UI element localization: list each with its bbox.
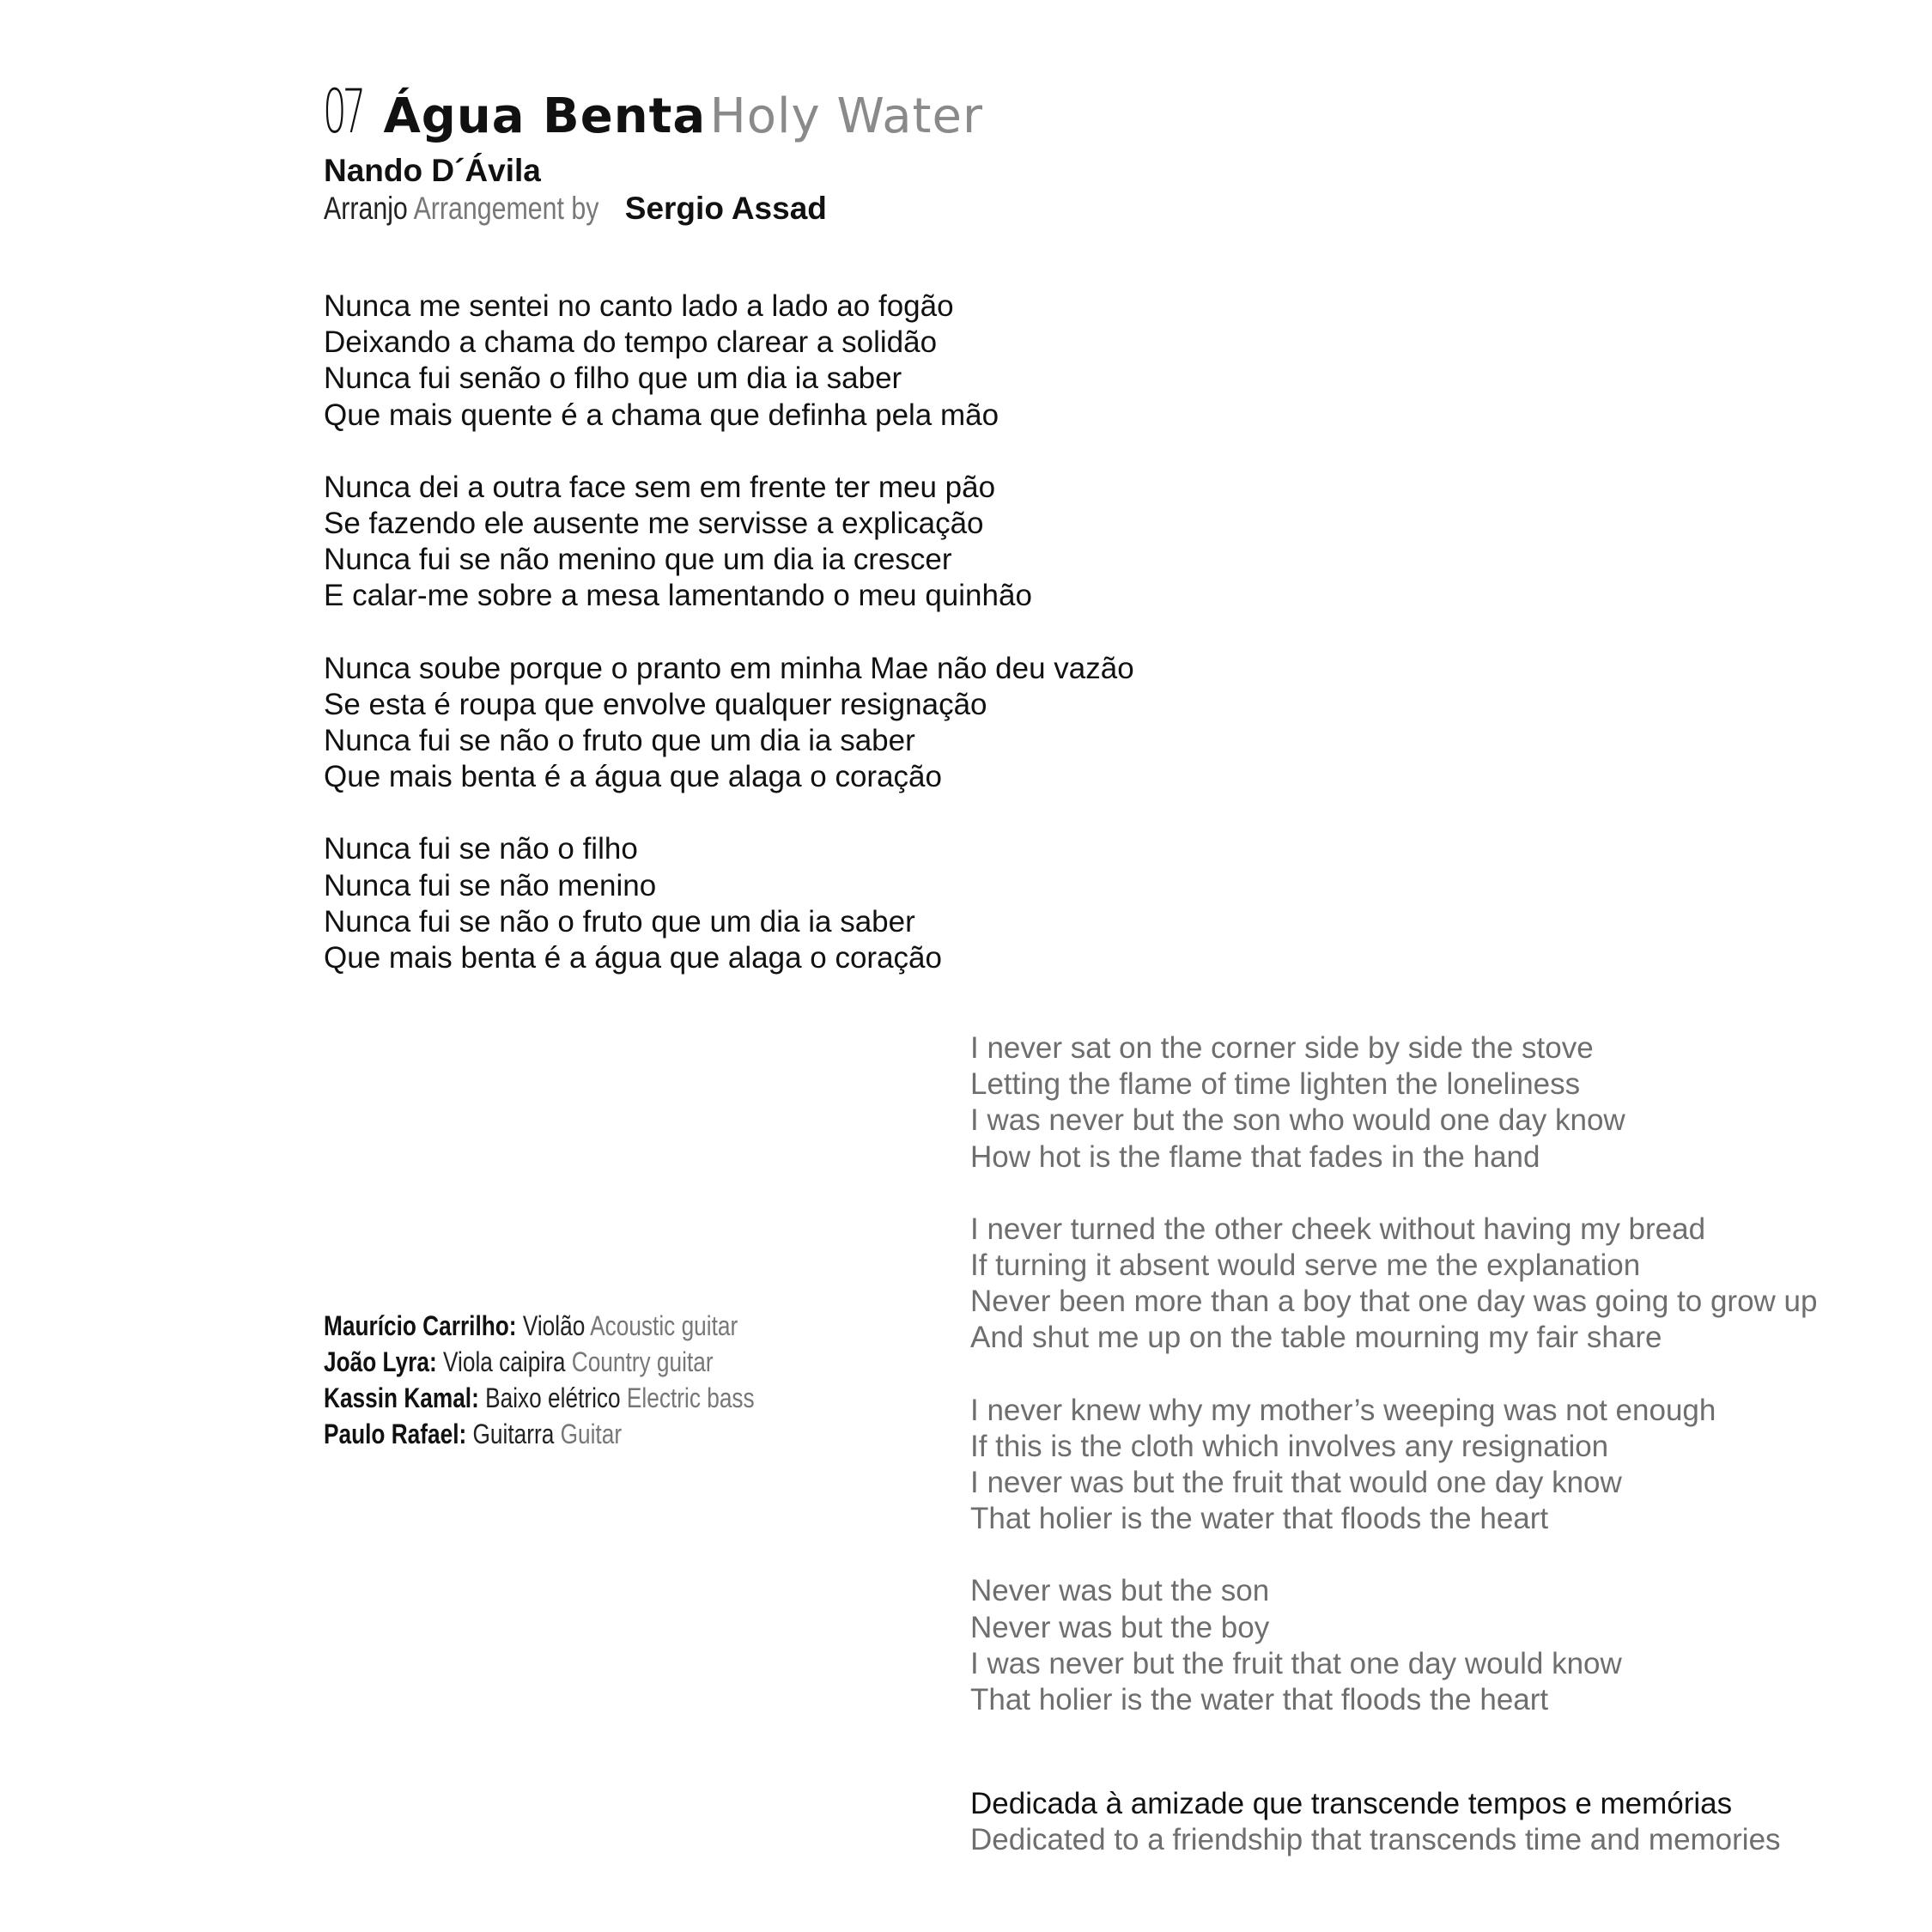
lyric-line: Never was but the son: [970, 1574, 1270, 1608]
lyric-line: I never was but the fruit that would one day know: [970, 1466, 1622, 1500]
lyrics-stanza: [324, 831, 1134, 976]
credit-text: [324, 1416, 622, 1452]
lyric-line: Letting the flame of time lighten the loneliness: [970, 1067, 1581, 1102]
lyric-line: Nunca fui se não o filho: [324, 832, 638, 866]
credit-text: [324, 1308, 738, 1344]
lyric-line: I never knew why my mother’s weeping was not enough: [970, 1393, 1716, 1427]
musician-credits: [324, 1308, 849, 1452]
arrangement-credit: [324, 191, 827, 227]
title-row: [323, 76, 983, 147]
lyrics-stanza: [970, 1573, 1817, 1718]
lyric-line: Nunca fui se não o fruto que um dia ia saber: [324, 724, 915, 758]
lyric-line: Never was but the boy: [970, 1610, 1270, 1644]
composer: Nando D´Ávila: [324, 153, 541, 188]
credit-name: Maurício Carrilho:: [324, 1310, 517, 1341]
lyric-line: Nunca soube porque o pranto em minha Mae não deu vazão: [324, 651, 1134, 685]
credit-role-en: Acoustic guitar: [590, 1310, 738, 1341]
arrangement-label-en: Arrangement by: [413, 191, 599, 226]
lyric-line: How hot is the flame that fades in the hand: [970, 1139, 1540, 1174]
lyric-line: If turning it absent would serve me the explanation: [970, 1249, 1641, 1283]
credit-text: [324, 1380, 755, 1416]
arrangement-label-pt: Arranjo: [324, 191, 408, 226]
lyric-line: Never been more than a boy that one day was going to grow up: [970, 1285, 1818, 1319]
lyrics-stanza: [324, 289, 1134, 434]
dedication-pt: Dedicada à amizade que transcende tempos e memórias: [970, 1787, 1733, 1820]
track-number: 07: [323, 76, 362, 147]
credit-role-en: Country guitar: [571, 1346, 714, 1377]
credit-role-pt: Baixo elétrico: [485, 1382, 621, 1413]
lyric-line: Se esta é roupa que envolve qualquer resignação: [324, 687, 987, 721]
lyric-line: Nunca me sentei no canto lado a lado ao fogão: [324, 289, 954, 323]
lyrics-stanza: [970, 1212, 1817, 1357]
song-title-en: Holy Water: [709, 88, 983, 144]
credit-text: [324, 1344, 714, 1380]
lyric-line: Que mais benta é a água que alaga o coração: [324, 760, 942, 794]
lyrics-portuguese: [324, 289, 1134, 1012]
lyric-line: Que mais quente é a chama que definha pela mão: [324, 398, 999, 432]
lyrics-english: [970, 1030, 1817, 1754]
arrangement-label: [324, 191, 598, 227]
credit-name: Paulo Rafael:: [324, 1419, 467, 1449]
credit-row: [324, 1308, 849, 1344]
lyrics-stanza: [970, 1030, 1817, 1176]
lyric-line: Nunca fui se não menino que um dia ia crescer: [324, 543, 952, 577]
lyrics-stanza: [324, 651, 1134, 796]
lyric-line: Nunca dei a outra face sem em frente ter meu pão: [324, 470, 996, 504]
lyric-line: Nunca fui senão o filho que um dia ia saber: [324, 361, 902, 396]
dedication-en: Dedicated to a friendship that transcends time and memories: [970, 1823, 1781, 1856]
lyrics-stanza: [324, 470, 1134, 615]
credit-role-pt: Viola caipira: [443, 1346, 566, 1377]
lyric-line: If this is the cloth which involves any resignation: [970, 1429, 1609, 1463]
lyric-line: Que mais benta é a água que alaga o coração: [324, 941, 942, 975]
credit-role-en: Guitar: [560, 1419, 623, 1449]
lyric-line: I was never but the son who would one day know: [970, 1103, 1625, 1138]
lyrics-stanza: [970, 1393, 1817, 1538]
credit-row: [324, 1416, 849, 1452]
lyric-line: E calar-me sobre a mesa lamentando o meu quinhão: [324, 579, 1032, 613]
credit-role-pt: Violão: [522, 1310, 586, 1341]
arranger: Sergio Assad: [624, 191, 827, 226]
lyric-line: And shut me up on the table mourning my fair share: [970, 1321, 1662, 1355]
lyric-line: That holier is the water that floods the heart: [970, 1683, 1549, 1717]
lyric-line: I never sat on the corner side by side the stove: [970, 1031, 1594, 1065]
credit-role-en: Electric bass: [626, 1382, 755, 1413]
credit-name: Kassin Kamal:: [324, 1382, 479, 1413]
lyric-line: Nunca fui se não o fruto que um dia ia saber: [324, 904, 915, 939]
dedication: [970, 1786, 1781, 1858]
credit-row: [324, 1380, 849, 1416]
lyric-line: I was never but the fruit that one day would know: [970, 1646, 1622, 1680]
lyric-line: Se fazendo ele ausente me servisse a explicação: [324, 507, 984, 541]
lyric-line: That holier is the water that floods the heart: [970, 1502, 1549, 1536]
lyric-line: Nunca fui se não menino: [324, 868, 657, 902]
song-title-pt: Água Benta: [383, 88, 707, 144]
credit-row: [324, 1344, 849, 1380]
lyric-line: Deixando a chama do tempo clarear a solidão: [324, 325, 938, 360]
credit-name: João Lyra:: [324, 1346, 437, 1377]
credit-role-pt: Guitarra: [472, 1419, 555, 1449]
lyric-line: I never turned the other cheek without having my bread: [970, 1212, 1706, 1246]
